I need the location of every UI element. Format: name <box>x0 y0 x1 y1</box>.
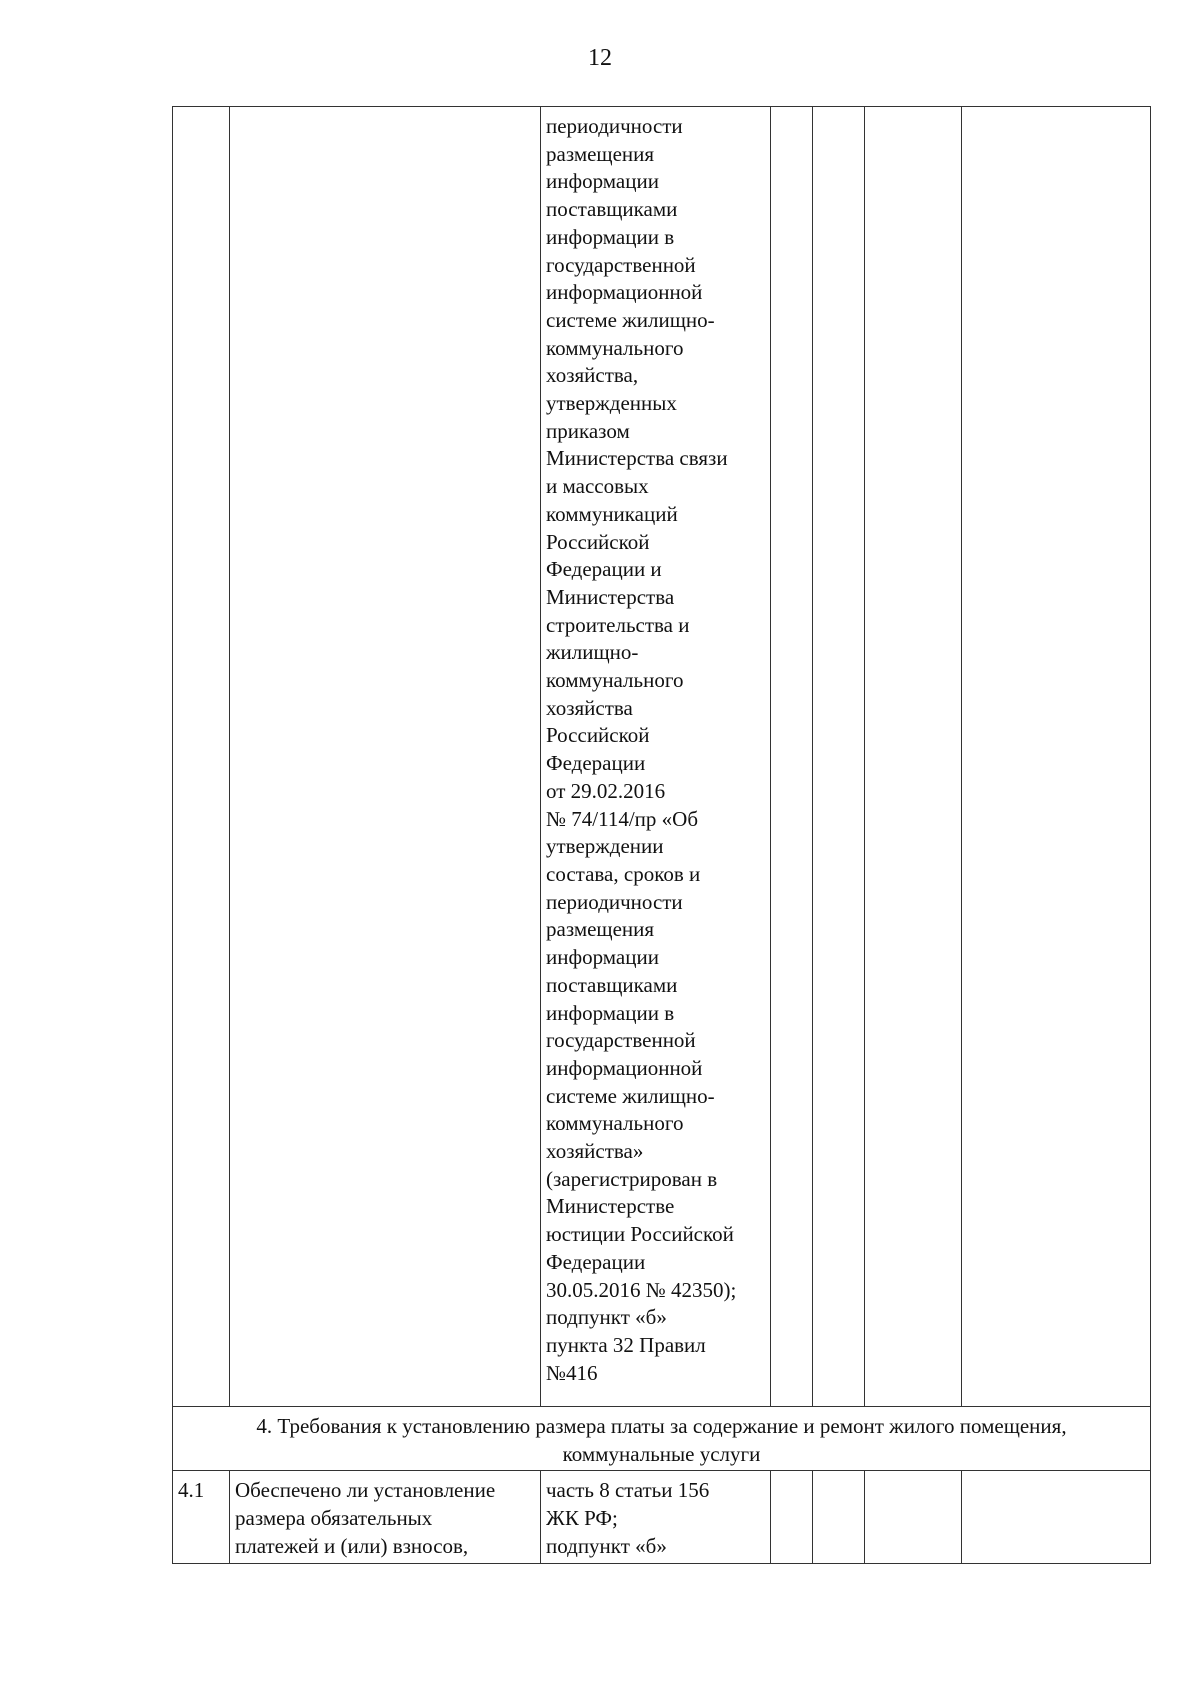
legal-reference-cell: часть 8 статьи 156 ЖК РФ; подпункт «б» <box>541 1471 771 1563</box>
row-number-cell: 4.1 <box>173 1471 230 1563</box>
checklist-table <box>172 106 1151 1564</box>
table-row <box>173 1471 1151 1563</box>
question-cell: Обеспечено ли установление размера обязательных платежей и (или) взносов, <box>230 1471 541 1563</box>
answer-yes-cell <box>771 1471 813 1563</box>
notes-cell <box>962 1471 1151 1563</box>
question-cell <box>230 107 541 1407</box>
section-title: 4. Требования к установлению размера платы за содержание и ремонт жилого помещения, коммунальные услуги <box>173 1407 1151 1471</box>
page-number: 12 <box>588 45 612 71</box>
table-row <box>173 107 1151 1407</box>
answer-no-cell <box>813 1471 865 1563</box>
section-header-row <box>173 1407 1151 1471</box>
notes-cell <box>962 107 1151 1407</box>
legal-reference-cell: периодичности размещения информации поставщиками информации в государственной информационной системе жилищно- коммунального хозяйства, утвержденных приказом Министерства связи и массовых коммуникаций Российской Федерации и Министерства строительства и жилищно- коммунального хозяйства Российской Федерации от 29.02.2016 № 74/114/пр «Об утверждении состава, сроков и периодичности размещения информации поставщиками информации в государственной информационной системе жилищно- коммунального хозяйства» (зарегистрирован в Министерстве юстиции Российской Федерации 30.05.2016 № 42350); подпункт «б» пункта 32 Правил №416 <box>541 107 771 1407</box>
row-number-cell <box>173 107 230 1407</box>
answer-yes-cell <box>771 107 813 1407</box>
not-applicable-cell <box>865 1471 962 1563</box>
not-applicable-cell <box>865 107 962 1407</box>
answer-no-cell <box>813 107 865 1407</box>
